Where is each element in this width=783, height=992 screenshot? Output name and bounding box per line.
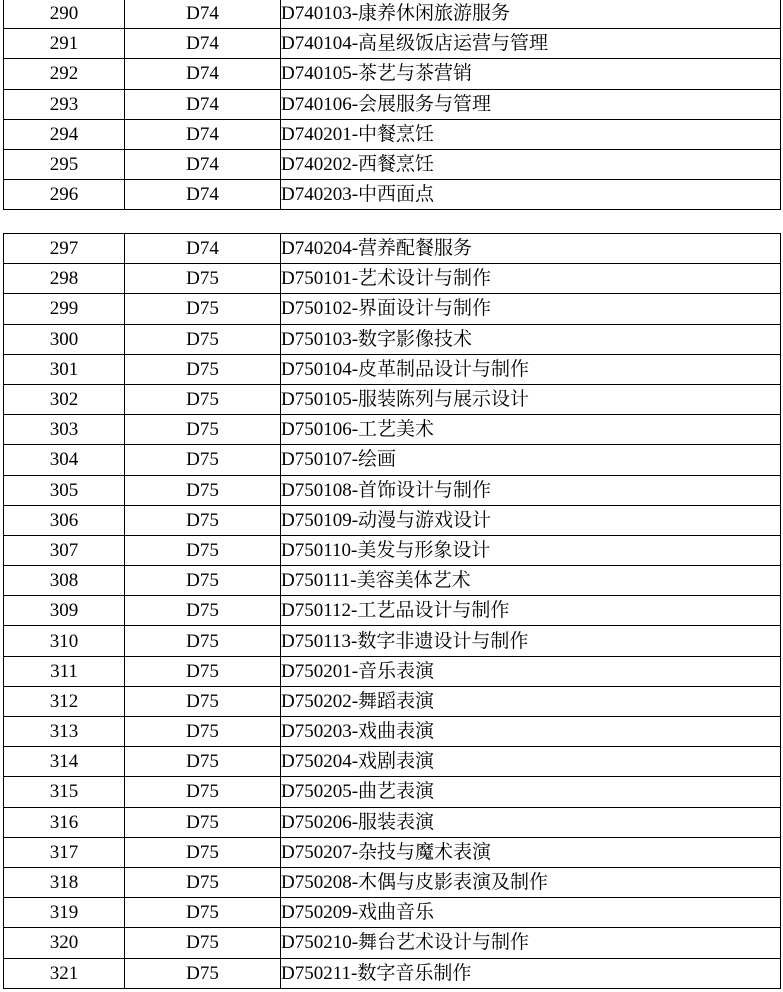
table-row: [4, 807, 781, 837]
category-code: D75: [125, 747, 281, 777]
row-number: 321: [4, 958, 125, 988]
major-name: D750201-音乐表演: [281, 656, 781, 686]
row-number: 291: [4, 29, 125, 59]
table-row: [4, 566, 781, 596]
row-number: 302: [4, 384, 125, 414]
category-code: D75: [125, 354, 281, 384]
major-name: D750113-数字非遗设计与制作: [281, 626, 781, 656]
row-number: 320: [4, 928, 125, 958]
row-number: 299: [4, 294, 125, 324]
major-name: D750107-绘画: [281, 445, 781, 475]
major-table-lower: [3, 233, 781, 989]
category-code: D75: [125, 928, 281, 958]
major-name: D750109-动漫与游戏设计: [281, 505, 781, 535]
category-code: D75: [125, 596, 281, 626]
table-row: [4, 867, 781, 897]
major-name: D750208-木偶与皮影表演及制作: [281, 867, 781, 897]
table-row: [4, 234, 781, 264]
major-name: D750211-数字音乐制作: [281, 958, 781, 988]
table-row: [4, 626, 781, 656]
major-name: D750110-美发与形象设计: [281, 535, 781, 565]
category-code: D74: [125, 119, 281, 149]
category-code: D75: [125, 837, 281, 867]
table-row: [4, 29, 781, 59]
table-row: [4, 837, 781, 867]
table-row: [4, 149, 781, 179]
row-number: 319: [4, 898, 125, 928]
major-name: D740105-茶艺与茶营销: [281, 59, 781, 89]
table-row: [4, 928, 781, 958]
table-row: [4, 535, 781, 565]
table-row: [4, 656, 781, 686]
table-row: [4, 354, 781, 384]
major-name: D750112-工艺品设计与制作: [281, 596, 781, 626]
category-code: D75: [125, 505, 281, 535]
category-code: D75: [125, 445, 281, 475]
major-name: D750202-舞蹈表演: [281, 686, 781, 716]
table-row: [4, 294, 781, 324]
row-number: 293: [4, 89, 125, 119]
major-name: D750102-界面设计与制作: [281, 294, 781, 324]
table-row: [4, 958, 781, 988]
row-number: 309: [4, 596, 125, 626]
row-number: 295: [4, 149, 125, 179]
category-code: D75: [125, 807, 281, 837]
major-name: D750209-戏曲音乐: [281, 898, 781, 928]
major-name: D740103-康养休闲旅游服务: [281, 0, 781, 29]
table-row: [4, 475, 781, 505]
row-number: 305: [4, 475, 125, 505]
row-number: 310: [4, 626, 125, 656]
table-row: [4, 747, 781, 777]
category-code: D74: [125, 234, 281, 264]
row-number: 306: [4, 505, 125, 535]
major-name: D750105-服装陈列与展示设计: [281, 384, 781, 414]
category-code: D74: [125, 0, 281, 29]
table-row: [4, 89, 781, 119]
category-code: D75: [125, 777, 281, 807]
major-table-upper: [3, 0, 781, 210]
major-name: D740204-营养配餐服务: [281, 234, 781, 264]
table-row: [4, 180, 781, 210]
table-row: [4, 596, 781, 626]
table-row: [4, 324, 781, 354]
category-code: D75: [125, 717, 281, 747]
table-row: [4, 264, 781, 294]
major-name: D750206-服装表演: [281, 807, 781, 837]
major-name: D740201-中餐烹饪: [281, 119, 781, 149]
table-row: [4, 384, 781, 414]
table-row: [4, 59, 781, 89]
row-number: 307: [4, 535, 125, 565]
category-code: D75: [125, 475, 281, 505]
major-name: D750210-舞台艺术设计与制作: [281, 928, 781, 958]
category-code: D75: [125, 686, 281, 716]
table-row: [4, 415, 781, 445]
row-number: 294: [4, 119, 125, 149]
row-number: 312: [4, 686, 125, 716]
category-code: D75: [125, 958, 281, 988]
category-code: D74: [125, 59, 281, 89]
major-name: D750204-戏剧表演: [281, 747, 781, 777]
major-name: D740104-高星级饭店运营与管理: [281, 29, 781, 59]
table-row: [4, 0, 781, 29]
table-row: [4, 717, 781, 747]
category-code: D75: [125, 324, 281, 354]
table-row: [4, 505, 781, 535]
major-name: D750106-工艺美术: [281, 415, 781, 445]
row-number: 314: [4, 747, 125, 777]
row-number: 311: [4, 656, 125, 686]
major-name: D750101-艺术设计与制作: [281, 264, 781, 294]
category-code: D75: [125, 415, 281, 445]
major-name: D740203-中西面点: [281, 180, 781, 210]
category-code: D75: [125, 294, 281, 324]
major-name: D750103-数字影像技术: [281, 324, 781, 354]
row-number: 301: [4, 354, 125, 384]
row-number: 308: [4, 566, 125, 596]
major-name: D740106-会展服务与管理: [281, 89, 781, 119]
major-name: D750108-首饰设计与制作: [281, 475, 781, 505]
row-number: 317: [4, 837, 125, 867]
row-number: 318: [4, 867, 125, 897]
table-row: [4, 686, 781, 716]
major-name: D750203-戏曲表演: [281, 717, 781, 747]
row-number: 296: [4, 180, 125, 210]
row-number: 297: [4, 234, 125, 264]
category-code: D74: [125, 29, 281, 59]
category-code: D75: [125, 566, 281, 596]
table-row: [4, 445, 781, 475]
row-number: 304: [4, 445, 125, 475]
row-number: 292: [4, 59, 125, 89]
category-code: D75: [125, 626, 281, 656]
category-code: D75: [125, 898, 281, 928]
major-name: D750104-皮革制品设计与制作: [281, 354, 781, 384]
row-number: 315: [4, 777, 125, 807]
row-number: 300: [4, 324, 125, 354]
category-code: D74: [125, 149, 281, 179]
table-row: [4, 119, 781, 149]
row-number: 316: [4, 807, 125, 837]
major-name: D740202-西餐烹饪: [281, 149, 781, 179]
category-code: D75: [125, 867, 281, 897]
table-row: [4, 777, 781, 807]
row-number: 303: [4, 415, 125, 445]
major-name: D750205-曲艺表演: [281, 777, 781, 807]
row-number: 290: [4, 0, 125, 29]
row-number: 313: [4, 717, 125, 747]
category-code: D75: [125, 384, 281, 414]
major-name: D750207-杂技与魔术表演: [281, 837, 781, 867]
major-name: D750111-美容美体艺术: [281, 566, 781, 596]
row-number: 298: [4, 264, 125, 294]
category-code: D75: [125, 264, 281, 294]
category-code: D75: [125, 535, 281, 565]
table-row: [4, 898, 781, 928]
category-code: D75: [125, 656, 281, 686]
category-code: D74: [125, 180, 281, 210]
category-code: D74: [125, 89, 281, 119]
